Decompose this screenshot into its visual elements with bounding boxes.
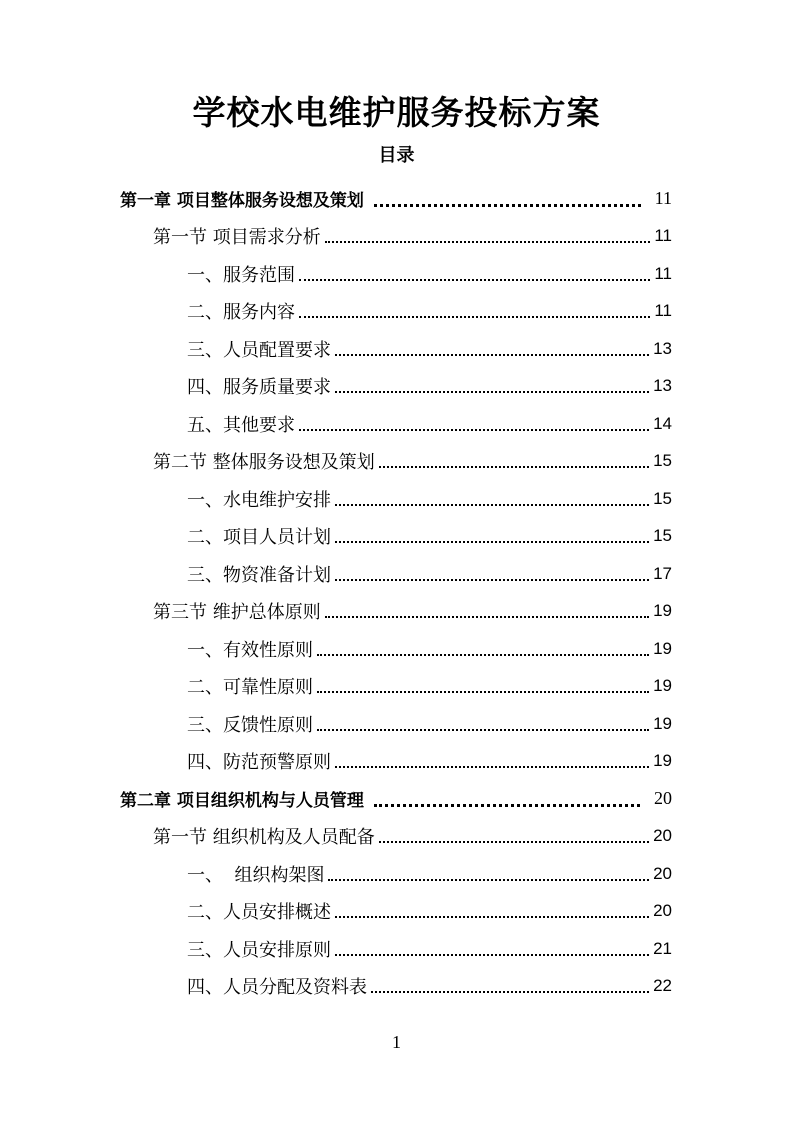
toc-item-entry[interactable] <box>187 555 672 592</box>
toc-entry-page: 15 <box>653 526 672 545</box>
toc-dot-leader <box>325 241 651 243</box>
toc-entry-label: 一、有效性原则 <box>187 639 313 661</box>
toc-entry-label: 二、服务内容 <box>187 302 295 323</box>
toc-dot-leader <box>374 204 641 207</box>
toc-item-entry[interactable] <box>187 705 672 742</box>
toc-entry-page: 19 <box>653 638 672 658</box>
toc-chapter-entry[interactable] <box>120 180 672 217</box>
toc-item-entry[interactable] <box>187 743 672 780</box>
toc-dot-leader <box>379 466 649 468</box>
toc-dot-leader <box>335 541 649 543</box>
toc-entry-label: 三、物资准备计划 <box>187 564 331 586</box>
toc-entry-label: 一、 组织构架图 <box>187 864 325 886</box>
toc-entry-label: 五、其他要求 <box>187 414 295 436</box>
toc-section-entry[interactable] <box>153 818 672 855</box>
toc-entry-label: 二、人员安排概述 <box>187 902 331 923</box>
toc-entry-page: 21 <box>653 938 672 958</box>
toc-entry-page: 11 <box>654 263 672 283</box>
toc-entry-page: 14 <box>653 413 672 433</box>
toc-item-entry[interactable] <box>187 855 672 892</box>
toc-item-entry[interactable] <box>187 630 672 667</box>
toc-entry-label: 一、服务范围 <box>187 264 295 286</box>
toc-entry-page: 20 <box>653 901 672 920</box>
toc-dot-leader <box>317 691 649 693</box>
toc-entry-label: 三、人员安排原则 <box>187 939 331 961</box>
toc-entry-label: 三、人员配置要求 <box>187 339 331 361</box>
toc-entry-page: 17 <box>653 563 672 583</box>
toc-entry-label: 第一节 组织机构及人员配备 <box>153 827 375 848</box>
toc-chapter-entry[interactable] <box>120 780 672 817</box>
toc-entry-label: 一、水电维护安排 <box>187 489 331 511</box>
toc-entry-page: 20 <box>653 863 672 883</box>
toc-item-entry[interactable] <box>187 518 672 555</box>
toc-dot-leader <box>325 616 649 618</box>
toc-item-entry[interactable] <box>187 930 672 967</box>
toc-item-entry[interactable] <box>187 405 672 442</box>
toc-entry-page: 13 <box>653 338 672 358</box>
toc-entry-label: 第一节 项目需求分析 <box>153 227 321 248</box>
toc-dot-leader <box>371 991 649 993</box>
toc-entry-page: 19 <box>653 751 672 770</box>
toc-item-entry[interactable] <box>187 668 672 705</box>
toc-item-entry[interactable] <box>187 480 672 517</box>
toc-entry-page: 20 <box>654 788 672 808</box>
toc-dot-leader <box>379 841 649 843</box>
toc-entry-page: 11 <box>654 188 672 208</box>
page-number: 1 <box>392 1032 401 1052</box>
toc-entry-page: 19 <box>653 676 672 695</box>
toc-dot-leader <box>299 279 650 281</box>
toc-dot-leader <box>374 804 640 807</box>
toc-dot-leader <box>335 954 649 956</box>
toc-entry-page: 20 <box>653 826 672 845</box>
toc-entry-label: 第二章 项目组织机构与人员管理 <box>120 791 364 811</box>
toc-entry-label: 第二节 整体服务设想及策划 <box>153 452 375 473</box>
toc-item-entry[interactable] <box>187 255 672 292</box>
document-title: 学校水电维护服务投标方案 <box>192 93 601 132</box>
toc-entry-page: 11 <box>654 301 672 320</box>
toc-section-entry[interactable] <box>153 443 672 480</box>
toc-dot-leader <box>317 654 649 656</box>
toc-dot-leader <box>328 879 649 881</box>
toc-dot-leader <box>299 316 650 318</box>
toc-dot-leader <box>335 504 649 506</box>
toc-dot-leader <box>317 729 649 731</box>
toc-item-entry[interactable] <box>187 330 672 367</box>
toc-entry-label: 四、防范预警原则 <box>187 752 331 773</box>
toc-section-entry[interactable] <box>153 593 672 630</box>
toc-dot-leader <box>335 391 649 393</box>
toc-dot-leader <box>335 579 649 581</box>
toc-dot-leader <box>335 766 649 768</box>
toc-entry-label: 二、项目人员计划 <box>187 527 331 548</box>
toc-dot-leader <box>335 354 649 356</box>
toc-entry-label: 二、可靠性原则 <box>187 677 313 698</box>
toc-item-entry[interactable] <box>187 293 672 330</box>
toc-entry-page: 15 <box>653 451 672 470</box>
toc-heading: 目录 <box>378 145 415 166</box>
toc-entry-page: 19 <box>653 601 672 620</box>
toc-entry-page: 19 <box>653 713 672 733</box>
toc-item-entry[interactable] <box>187 368 672 405</box>
toc-entry-label: 第三节 维护总体原则 <box>153 602 321 623</box>
toc-entry-label: 第一章 项目整体服务设想及策划 <box>120 191 364 211</box>
toc-item-entry[interactable] <box>187 893 672 930</box>
toc-dot-leader <box>335 916 649 918</box>
toc-entry-label: 三、反馈性原则 <box>187 714 313 736</box>
toc-item-entry[interactable] <box>187 968 672 1005</box>
toc-entry-label: 四、人员分配及资料表 <box>187 977 367 998</box>
toc-entry-page: 22 <box>653 976 672 995</box>
toc-dot-leader <box>299 429 649 431</box>
toc-entry-page: 15 <box>653 488 672 508</box>
toc-section-entry[interactable] <box>153 218 672 255</box>
toc-entry-page: 11 <box>654 226 672 245</box>
toc-entry-label: 四、服务质量要求 <box>187 377 331 398</box>
toc-entry-page: 13 <box>653 376 672 395</box>
